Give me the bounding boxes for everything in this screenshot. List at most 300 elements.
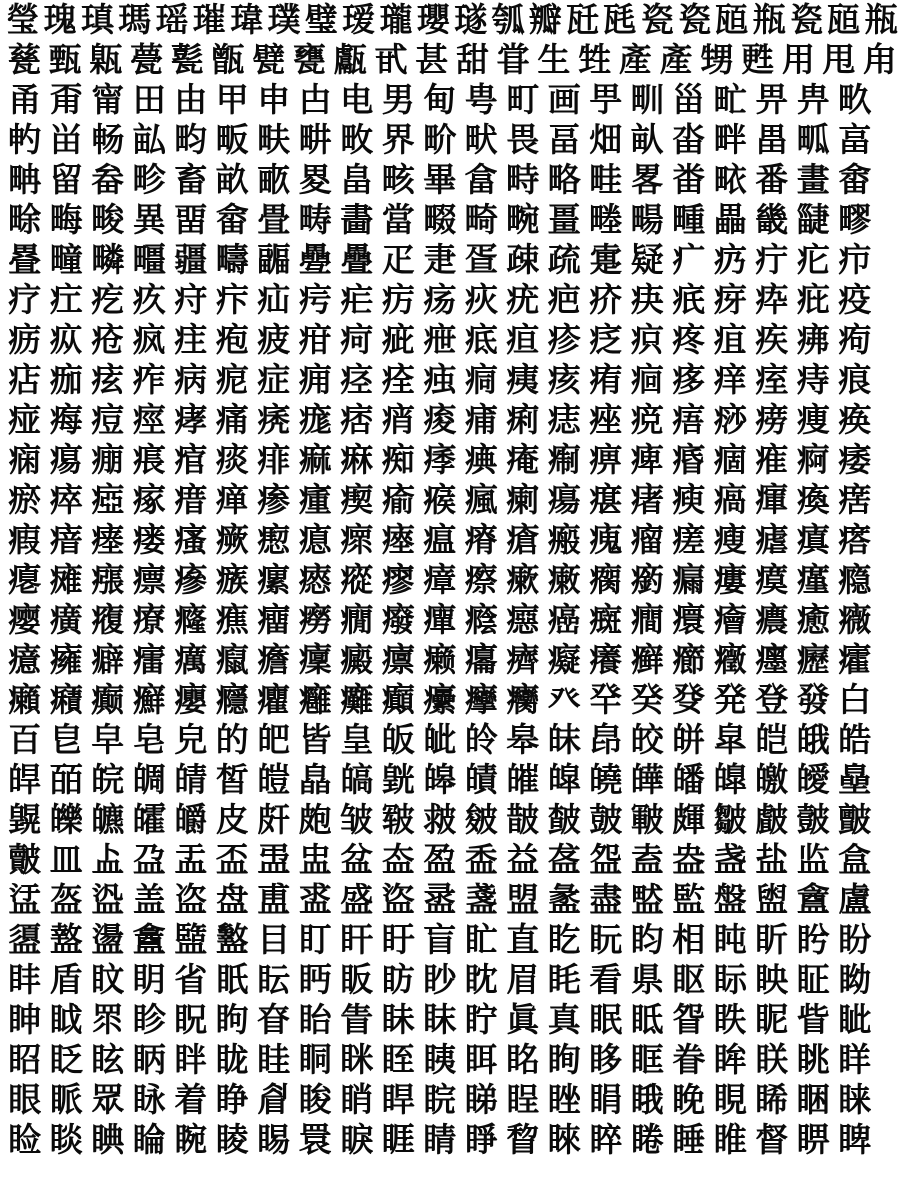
glyph-cell: 疚 [132, 280, 166, 319]
glyph-cell: 痒 [713, 360, 747, 399]
glyph-cell: 眤 [755, 1000, 789, 1039]
glyph-cell: 痌 [464, 360, 498, 399]
glyph-cell: 皝 [381, 760, 415, 799]
glyph-cell: 畋 [340, 120, 374, 159]
glyph-cell: 皼 [796, 800, 830, 839]
glyph-cell: 疿 [796, 320, 830, 359]
glyph-cell: 番 [755, 160, 789, 199]
glyph-cell: 皢 [589, 760, 623, 799]
glyph-cell: 痃 [91, 360, 125, 399]
glyph-cell: 盞 [464, 880, 498, 919]
glyph-cell: 癵 [506, 680, 540, 719]
glyph-cell: 疭 [49, 320, 83, 359]
glyph-cell: 甩 [822, 40, 856, 79]
glyph-cell: 皀 [49, 720, 83, 759]
glyph-cell: 瘰 [257, 560, 291, 599]
glyph-cell: 皦 [755, 760, 789, 799]
glyph-cell: 町 [506, 80, 540, 119]
glyph-cell: 督 [755, 1120, 789, 1159]
glyph-cell: 疟 [340, 280, 374, 319]
glyph-cell: 痀 [838, 320, 872, 359]
glyph-cell: 睔 [132, 1120, 166, 1159]
glyph-cell: 痓 [755, 360, 789, 399]
glyph-cell: 瓸 [715, 0, 749, 39]
glyph-cell: 畧 [630, 160, 664, 199]
glyph-cell: 瘾 [838, 560, 872, 599]
glyph-cell: 盘 [215, 880, 249, 919]
glyph-cell: 睈 [506, 1080, 540, 1119]
glyph-cell: 癹 [672, 680, 706, 719]
glyph-cell: 痵 [423, 440, 457, 479]
glyph-row [0, 280, 900, 320]
glyph-cell: 瘩 [838, 520, 872, 559]
glyph-cell: 痭 [91, 440, 125, 479]
glyph-cell: 瘽 [796, 560, 830, 599]
glyph-cell: 皟 [464, 760, 498, 799]
glyph-cell: 疂 [8, 240, 42, 279]
glyph-cell: 盟 [506, 880, 540, 919]
glyph-cell: 瘗 [91, 520, 125, 559]
glyph-cell: 畭 [8, 200, 42, 239]
glyph-cell: 甯 [91, 80, 125, 119]
glyph-cell: 產 [659, 40, 693, 79]
glyph-cell: 疰 [174, 320, 208, 359]
glyph-cell: 癷 [589, 680, 623, 719]
glyph-cell: 痁 [8, 360, 42, 399]
glyph-cell: 盷 [630, 920, 664, 959]
glyph-cell: 瘜 [298, 520, 332, 559]
glyph-cell: 痄 [132, 360, 166, 399]
glyph-cell: 瘌 [506, 480, 540, 519]
glyph-cell: 痮 [132, 440, 166, 479]
glyph-cell: 盝 [423, 880, 457, 919]
glyph-cell: 瘈 [340, 480, 374, 519]
glyph-cell: 痣 [547, 400, 581, 439]
glyph-cell: 省 [174, 960, 208, 999]
glyph-cell: 皬 [132, 800, 166, 839]
glyph-cell: 璲 [454, 0, 488, 39]
glyph-cell: 甭 [49, 80, 83, 119]
glyph-cell: 瘘 [132, 520, 166, 559]
glyph-cell: 癬 [132, 680, 166, 719]
glyph-cell: 癚 [257, 640, 291, 679]
glyph-cell: 畉 [257, 120, 291, 159]
glyph-cell: 痪 [838, 400, 872, 439]
glyph-cell: 疬 [8, 320, 42, 359]
glyph-cell: 瘳 [381, 560, 415, 599]
glyph-cell: 甽 [630, 80, 664, 119]
glyph-cell: 申 [257, 80, 291, 119]
glyph-cell: 盱 [381, 920, 415, 959]
glyph-cell: 睙 [340, 1120, 374, 1159]
glyph-cell: 眚 [340, 1000, 374, 1039]
glyph-cell: 眝 [464, 1000, 498, 1039]
glyph-cell: 畦 [589, 160, 623, 199]
glyph-cell: 畞 [257, 160, 291, 199]
glyph-cell: 瘓 [796, 480, 830, 519]
glyph-cell: 畐 [547, 120, 581, 159]
glyph-cell: 眫 [174, 1040, 208, 1079]
glyph-cell: 睢 [713, 1120, 747, 1159]
glyph-row [0, 80, 900, 120]
glyph-cell: 癱 [340, 680, 374, 719]
glyph-cell: 的 [215, 720, 249, 759]
glyph-cell: 用 [781, 40, 815, 79]
glyph-cell: 疊 [340, 240, 374, 279]
glyph-cell: 眵 [589, 1040, 623, 1079]
glyph-cell: 畃 [8, 120, 42, 159]
glyph-cell: 眗 [215, 1000, 249, 1039]
glyph-cell: 皯 [257, 800, 291, 839]
glyph-cell: 睐 [838, 1080, 872, 1119]
glyph-cell: 瘨 [796, 520, 830, 559]
glyph-cell: 皖 [91, 760, 125, 799]
glyph-cell: 瘻 [713, 560, 747, 599]
glyph-cell: 県 [630, 960, 664, 999]
glyph-cell: 盐 [755, 840, 789, 879]
glyph-cell: 男 [381, 80, 415, 119]
glyph-cell: 眊 [547, 960, 581, 999]
glyph-cell: 瘠 [464, 520, 498, 559]
glyph-cell: 盓 [8, 880, 42, 919]
glyph-cell: 璧 [304, 0, 338, 39]
glyph-cell: 瘮 [174, 560, 208, 599]
glyph-cell: 皵 [506, 800, 540, 839]
glyph-row [0, 840, 900, 880]
glyph-cell: 畅 [91, 120, 125, 159]
glyph-cell: 眴 [547, 1040, 581, 1079]
glyph-cell: 癠 [506, 640, 540, 679]
glyph-cell: 盅 [298, 840, 332, 879]
glyph-cell: 璞 [267, 0, 301, 39]
glyph-row [0, 1000, 900, 1040]
glyph-cell: 癗 [132, 640, 166, 679]
glyph-cell: 疜 [215, 280, 249, 319]
glyph-cell: 皋 [506, 720, 540, 759]
glyph-cell: 疼 [672, 320, 706, 359]
glyph-cell: 痫 [8, 440, 42, 479]
glyph-cell: 盠 [547, 880, 581, 919]
glyph-cell: 瑪 [118, 0, 152, 39]
glyph-cell: 睘 [298, 1120, 332, 1159]
glyph-cell: 眬 [215, 1040, 249, 1079]
glyph-cell: 皠 [506, 760, 540, 799]
glyph-cell: 痂 [49, 360, 83, 399]
glyph-cell: 畛 [132, 160, 166, 199]
glyph-cell: 畟 [298, 160, 332, 199]
glyph-cell: 皁 [91, 720, 125, 759]
glyph-cell: 瘁 [49, 480, 83, 519]
glyph-cell: 疈 [257, 240, 291, 279]
glyph-cell: 瘙 [174, 520, 208, 559]
glyph-cell: 瘶 [506, 560, 540, 599]
glyph-cell: 盡 [589, 880, 623, 919]
glyph-cell: 疙 [91, 280, 125, 319]
glyph-cell: 瓏 [379, 0, 413, 39]
glyph-cell: 疨 [713, 280, 747, 319]
glyph-row [0, 480, 900, 520]
glyph-cell: 疛 [174, 280, 208, 319]
glyph-cell: 疅 [132, 240, 166, 279]
glyph-cell: 睋 [630, 1080, 664, 1119]
glyph-cell: 瘟 [423, 520, 457, 559]
glyph-cell: 瘺 [672, 560, 706, 599]
glyph-cell: 睟 [589, 1120, 623, 1159]
glyph-cell: 盯 [298, 920, 332, 959]
glyph-row [0, 720, 900, 760]
glyph-cell: 睜 [464, 1120, 498, 1159]
glyph-cell: 畿 [755, 200, 789, 239]
glyph-cell: 痼 [713, 440, 747, 479]
glyph-cell: 疉 [298, 240, 332, 279]
glyph-cell: 睡 [672, 1120, 706, 1159]
glyph-cell: 畣 [464, 160, 498, 199]
glyph-row [0, 320, 900, 360]
glyph-cell: 瘊 [423, 480, 457, 519]
glyph-cell: 痥 [630, 400, 664, 439]
glyph-cell: 瘪 [8, 560, 42, 599]
glyph-cell: 眢 [672, 1000, 706, 1039]
glyph-cell: 眹 [755, 1040, 789, 1079]
glyph-cell: 畢 [423, 160, 457, 199]
glyph-row [0, 520, 900, 560]
glyph-cell: 直 [506, 920, 540, 959]
glyph-cell: 甾 [672, 80, 706, 119]
glyph-cell: 癟 [464, 640, 498, 679]
glyph-row [0, 400, 900, 440]
glyph-cell: 痞 [340, 400, 374, 439]
glyph-cell: 眯 [340, 1040, 374, 1079]
glyph-cell: 瘔 [838, 480, 872, 519]
glyph-cell: 眿 [132, 1080, 166, 1119]
glyph-cell: 皶 [547, 800, 581, 839]
glyph-cell: 瘿 [8, 600, 42, 639]
glyph-cell: 盀 [91, 840, 125, 879]
glyph-cell: 畳 [257, 200, 291, 239]
glyph-cell: 皙 [215, 760, 249, 799]
glyph-cell: 甲 [215, 80, 249, 119]
glyph-cell: 睝 [506, 1120, 540, 1159]
glyph-cell: 皍 [589, 720, 623, 759]
glyph-cell: 眧 [8, 1040, 42, 1079]
glyph-cell: 癛 [298, 640, 332, 679]
glyph-cell: 畸 [464, 200, 498, 239]
glyph-row [0, 360, 900, 400]
glyph-cell: 畀 [755, 80, 789, 119]
glyph-cell: 盰 [340, 920, 374, 959]
glyph-cell: 痡 [464, 400, 498, 439]
glyph-cell: 產 [618, 40, 652, 79]
glyph-cell: 瘖 [49, 520, 83, 559]
glyph-cell: 甼 [589, 80, 623, 119]
glyph-cell: 癸 [630, 680, 664, 719]
glyph-cell: 疡 [423, 280, 457, 319]
glyph-row [0, 240, 900, 280]
glyph-cell: 癍 [589, 600, 623, 639]
glyph-cell: 盼 [838, 920, 872, 959]
glyph-row [0, 1080, 900, 1120]
glyph-cell: 皸 [630, 800, 664, 839]
glyph-cell: 瘬 [91, 560, 125, 599]
glyph-row [0, 0, 900, 40]
glyph-cell: 瘣 [589, 520, 623, 559]
glyph-cell: 畲 [215, 200, 249, 239]
glyph-cell: 癄 [215, 600, 249, 639]
glyph-cell: 睅 [381, 1080, 415, 1119]
glyph-cell: 疫 [838, 280, 872, 319]
glyph-cell: 眾 [91, 1080, 125, 1119]
glyph-cell: 痘 [91, 400, 125, 439]
glyph-cell: 皐 [713, 720, 747, 759]
glyph-cell: 痧 [713, 400, 747, 439]
glyph-cell: 盽 [8, 960, 42, 999]
glyph-cell: 病 [174, 360, 208, 399]
glyph-cell: 眸 [713, 1040, 747, 1079]
glyph-cell: 瘡 [506, 520, 540, 559]
glyph-cell: 疓 [713, 240, 747, 279]
glyph-cell: 皻 [755, 800, 789, 839]
glyph-cell: 痗 [49, 400, 83, 439]
glyph-cell: 癩 [8, 680, 42, 719]
glyph-cell: 盹 [713, 920, 747, 959]
glyph-cell: 盺 [755, 920, 789, 959]
glyph-cell: 癀 [49, 600, 83, 639]
glyph-cell: 眙 [298, 1000, 332, 1039]
glyph-cell: 盾 [49, 960, 83, 999]
glyph-cell: 皡 [547, 760, 581, 799]
glyph-cell: 疢 [464, 280, 498, 319]
glyph-cell: 盇 [381, 840, 415, 879]
glyph-cell: 眞 [506, 1000, 540, 1039]
glyph-cell: 眱 [423, 1040, 457, 1079]
glyph-cell: 癯 [257, 680, 291, 719]
glyph-cell: 睎 [755, 1080, 789, 1119]
glyph-cell: 發 [796, 680, 830, 719]
glyph-cell: 瘫 [49, 560, 83, 599]
glyph-cell: 癉 [423, 600, 457, 639]
glyph-cell: 盍 [630, 840, 664, 879]
glyph-cell: 眆 [381, 960, 415, 999]
glyph-cell: 眍 [672, 960, 706, 999]
glyph-cell: 皲 [381, 800, 415, 839]
glyph-cell: 睄 [340, 1080, 374, 1119]
glyph-cell: 癑 [755, 600, 789, 639]
glyph-cell: 甙 [374, 40, 408, 79]
glyph-cell: 疺 [589, 320, 623, 359]
glyph-cell: 眒 [8, 1000, 42, 1039]
glyph-cell: 畝 [215, 160, 249, 199]
glyph-cell: 癢 [589, 640, 623, 679]
glyph-cell: 痷 [506, 440, 540, 479]
glyph-cell: 畖 [796, 120, 830, 159]
glyph-row [0, 680, 900, 720]
glyph-cell: 疆 [174, 240, 208, 279]
glyph-cell: 睏 [796, 1080, 830, 1119]
glyph-cell: 疳 [298, 320, 332, 359]
glyph-cell: 癈 [381, 600, 415, 639]
glyph-cell: 眓 [49, 1000, 83, 1039]
glyph-cell: 痟 [381, 400, 415, 439]
glyph-cell: 瘵 [464, 560, 498, 599]
glyph-cell: 痯 [174, 440, 208, 479]
glyph-cell: 生 [537, 40, 571, 79]
glyph-cell: 痳 [340, 440, 374, 479]
glyph-cell: 眻 [838, 1040, 872, 1079]
glyph-cell: 睥 [838, 1120, 872, 1159]
glyph-cell: 疪 [796, 280, 830, 319]
glyph-cell: 瘭 [132, 560, 166, 599]
glyph-cell: 瘎 [589, 480, 623, 519]
glyph-cell: 界 [381, 120, 415, 159]
glyph-cell: 癌 [547, 600, 581, 639]
glyph-cell: 瘏 [630, 480, 664, 519]
glyph-cell: 痸 [547, 440, 581, 479]
glyph-cell: 留 [49, 160, 83, 199]
glyph-cell: 監 [672, 880, 706, 919]
glyph-row [0, 1040, 900, 1080]
glyph-cell: 目 [257, 920, 291, 959]
glyph-cell: 痺 [630, 440, 664, 479]
glyph-cell: 疍 [464, 240, 498, 279]
glyph-cell: 相 [672, 920, 706, 959]
glyph-cell: 疒 [672, 240, 706, 279]
glyph-cell: 盌 [589, 840, 623, 879]
glyph-cell: 痛 [215, 400, 249, 439]
glyph-cell: 盏 [713, 840, 747, 879]
glyph-cell: 皉 [423, 720, 457, 759]
glyph-cell: 痙 [132, 400, 166, 439]
glyph-cell: 癣 [630, 640, 664, 679]
glyph-cell: 疔 [755, 240, 789, 279]
glyph-cell: 瘢 [547, 520, 581, 559]
glyph-cell: 甚 [415, 40, 449, 79]
glyph-cell: 畇 [174, 120, 208, 159]
glyph-cell: 甸 [423, 80, 457, 119]
glyph-cell: 痖 [8, 400, 42, 439]
glyph-cell: 盁 [132, 840, 166, 879]
glyph-cell: 皨 [838, 760, 872, 799]
glyph-cell: 瘉 [381, 480, 415, 519]
glyph-cell: 畚 [91, 160, 125, 199]
glyph-cell: 盄 [257, 840, 291, 879]
glyph-cell: 疠 [381, 280, 415, 319]
glyph-cell: 痏 [589, 360, 623, 399]
glyph-cell: 瘋 [464, 480, 498, 519]
glyph-cell: 百 [8, 720, 42, 759]
glyph-cell: 疻 [630, 320, 664, 359]
glyph-cell: 眭 [257, 1040, 291, 1079]
glyph-cell: 癋 [506, 600, 540, 639]
glyph-cell: 癝 [381, 640, 415, 679]
glyph-cell: 眈 [464, 960, 498, 999]
glyph-cell: 瑰 [43, 0, 77, 39]
glyph-cell: 眏 [755, 960, 789, 999]
glyph-cell: 痚 [174, 400, 208, 439]
glyph-cell: 痽 [755, 440, 789, 479]
glyph-cell: 癥 [713, 640, 747, 679]
glyph-cell: 畡 [381, 160, 415, 199]
glyph-cell: 瓸 [827, 0, 861, 39]
glyph-cell: 盒 [838, 840, 872, 879]
glyph-cell: 画 [547, 80, 581, 119]
glyph-row [0, 960, 900, 1000]
glyph-cell: 甑 [211, 40, 245, 79]
glyph-cell: 睇 [464, 1080, 498, 1119]
glyph-cell: 癕 [49, 640, 83, 679]
glyph-cell: 睉 [547, 1080, 581, 1119]
glyph-cell: 皏 [672, 720, 706, 759]
glyph-cell: 疘 [49, 280, 83, 319]
